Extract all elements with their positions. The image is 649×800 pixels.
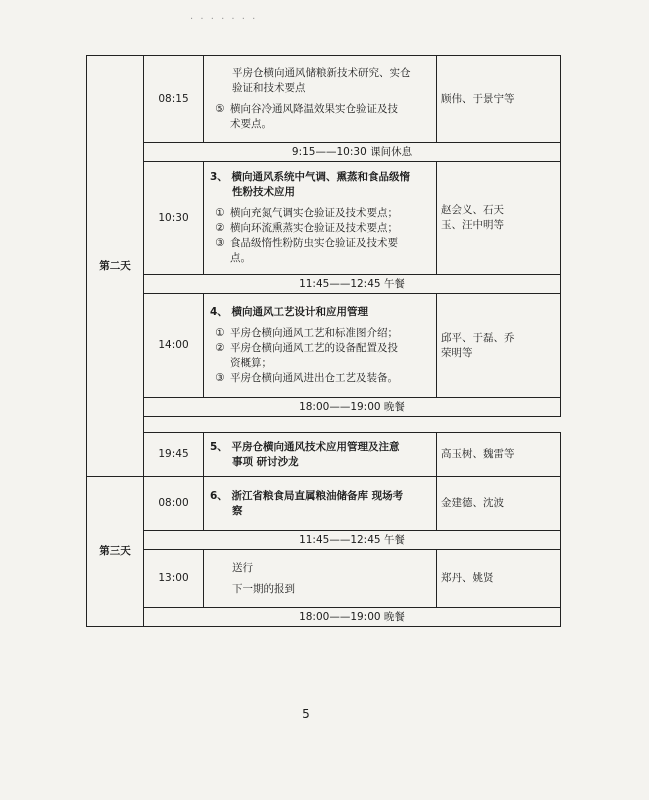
time-cell: 19:45 [144,433,204,477]
table-row [87,550,561,608]
lunch-row: 11:45——12:45 午餐 [144,531,561,550]
list-item: ② 横向环流熏蒸实仓验证及技术要点； [215,222,398,234]
people-cell: 金建德、沈波 [437,477,561,531]
content-cell: 3、 横向通风系统中气调、熏蒸和食品级惰 性粉技术应用 ① 横向充氮气调实仓验证及技术要点； ② 横向环流熏蒸实仓验证及技术要点； ③ 食品级惰性粉防虫实仓验证及技术要 点。 [204,162,437,275]
time-cell: 08:15 [144,56,204,143]
table-row [87,417,561,433]
content-cell: 送行 下一期的报到 [204,550,437,608]
spacer-row [144,417,561,433]
break-row: 9:15——10:30 课间休息 [144,143,561,162]
people-cell: 顾伟、于景宁等 [437,56,561,143]
table-row [87,294,561,398]
time-cell: 13:00 [144,550,204,608]
time-cell: 10:30 [144,162,204,275]
table-row [87,477,561,531]
content-cell: 平房仓横向通风储粮新技术研究、实仓 验证和技术要点 ⑤ 横向谷冷通风降温效果实仓验证及技 术要点。 [204,56,437,143]
content-cell: 6、 浙江省粮食局直属粮油储备库 现场考 察 [204,477,437,531]
lunch-row: 11:45——12:45 午餐 [144,275,561,294]
list-item: ① 平房仓横向通风工艺和标准图介绍； [215,327,398,339]
people-cell: 邱平、于磊、乔 荣明等 [437,294,561,398]
list-item: ② 平房仓横向通风工艺的设备配置及投 资概算； [215,342,398,369]
list-item: ③ 食品级惰性粉防虫实仓验证及技术要 点。 [215,237,398,264]
schedule-table [86,55,561,627]
list-item: ⑤ 横向谷冷通风降温效果实仓验证及技 术要点。 [215,103,398,130]
people-cell: 郑丹、姚贤 [437,550,561,608]
dinner-row: 18:00——19:00 晚餐 [144,608,561,627]
table-row [87,531,561,550]
content-cell: 4、 横向通风工艺设计和应用管理 ① 平房仓横向通风工艺和标准图介绍； ② 平房仓横向通风工艺的设备配置及投 资概算； ③ 平房仓横向通风进出仓工艺及装备。 [204,294,437,398]
list-item: ① 横向充氮气调实仓验证及技术要点； [215,207,398,219]
table-row [87,56,561,143]
time-cell: 08:00 [144,477,204,531]
people-cell: 高玉树、魏雷等 [437,433,561,477]
list-item: ③ 平房仓横向通风进出仓工艺及装备。 [215,372,398,384]
dinner-row: 18:00——19:00 晚餐 [144,398,561,417]
people-cell: 赵会义、石天 玉、汪中明等 [437,162,561,275]
content-cell: 5、 平房仓横向通风技术应用管理及注意 事项 研讨沙龙 [204,433,437,477]
day-label-day3: 第三天 [87,477,144,627]
table-row [87,162,561,275]
page-number: 5 [302,707,310,721]
time-cell: 14:00 [144,294,204,398]
table-row [87,143,561,162]
table-row [87,608,561,627]
day-label-day2: 第二天 [87,56,144,477]
header-smudge: · · · · · · · [190,14,258,25]
table-row [87,275,561,294]
table-row [87,398,561,417]
table-row [87,433,561,477]
